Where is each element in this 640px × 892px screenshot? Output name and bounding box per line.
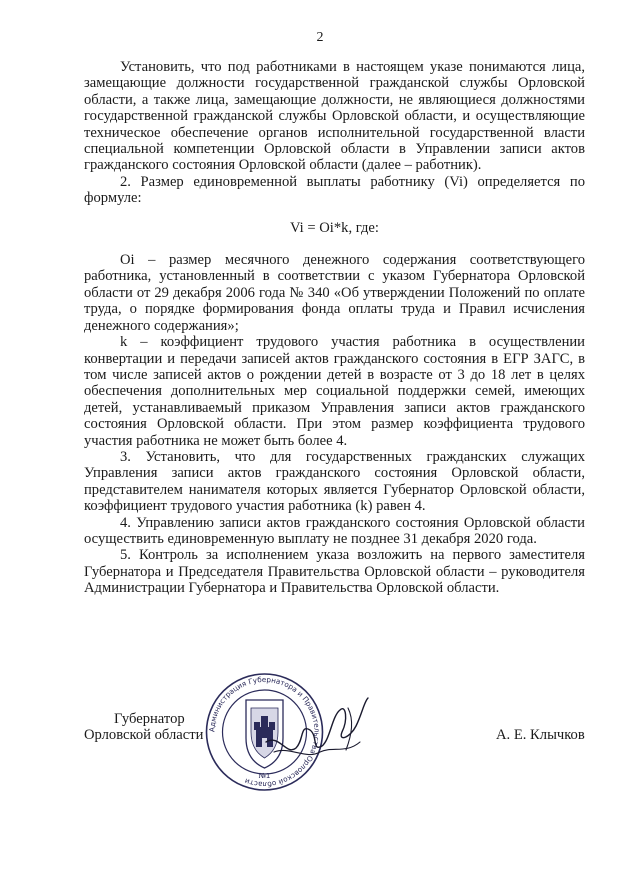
paragraph-1: Установить, что под работниками в настоящем указе понимаются лица, замещающие должности государственной гражданской службы Орловской области, а также лица, замещающие должности, не являющиеся должностями государственной гражданской службы Орловской области, и осуществляющие техническое обеспечение органов исполнительной государственной власти специальной компетенции Орловской области в Управлении записи актов гражданского состояния Орловской области (далее – работник). [84,59,585,174]
page-number: 2 [316,30,324,45]
paragraph-4: 4. Управлению записи актов гражданского состояния Орловской области осуществить единовременную выплату не позднее 31 декабря 2020 года. [84,514,585,547]
signatory-name: А. Е. Клычков [496,727,585,743]
handwritten-signature [260,690,380,770]
seal-number: №1 [258,772,271,780]
paragraph-2: 2. Размер единовременной выплаты работнику (Vi) определяется по формуле: [84,173,585,207]
signatory-title-line2: Орловской области [84,727,204,744]
signatory-title-line1: Губернатор [114,711,185,727]
paragraph-5: 5. Контроль за исполнением указа возложить на первого заместителя Губернатора и Председателя Правительства Орловской области – руководителя Администрации Губернатора и Правительства Орловской области. [84,547,585,597]
definition-oi: Oi – размер месячного денежного содержания соответствующего работника, установленный в соответствии с указом Губернатора Орловской области от 29 декабря 2006 года № 340 «Об утверждении Положений по оплате труда, о порядке формирования фонда оплаты труда и Правил исчисления денежного содержания»; [84,252,585,334]
formula: Vi = Oi*k, где: [290,219,379,236]
document-body [84,59,585,597]
signatory-title [84,711,203,744]
seal-ring-text: Администрация Губернатора и Правительства Орловской области [207,674,322,790]
definition-k: k – коэффициент трудового участия работника в осуществлении конвертации и передачи записей актов гражданского состояния в ЕГР ЗАГС, в том числе записей актов о рождении детей в возрасте от 3 до 18 лет в целях обеспечения дополнительных мер социальной поддержки семей, имеющих детей, устанавливаемый приказом Управления записи актов гражданского состояния Орловской области. При этом размер коэффициента трудового участия работника не может быть более 4. [84,334,585,449]
paragraph-3: 3. Установить, что для государственных гражданских служащих Управления записи актов гражданского состояния Орловской области, представителем нанимателя которых является Губернатор Орловской области, коэффициент трудового участия работника (k) равен 4. [84,448,585,515]
